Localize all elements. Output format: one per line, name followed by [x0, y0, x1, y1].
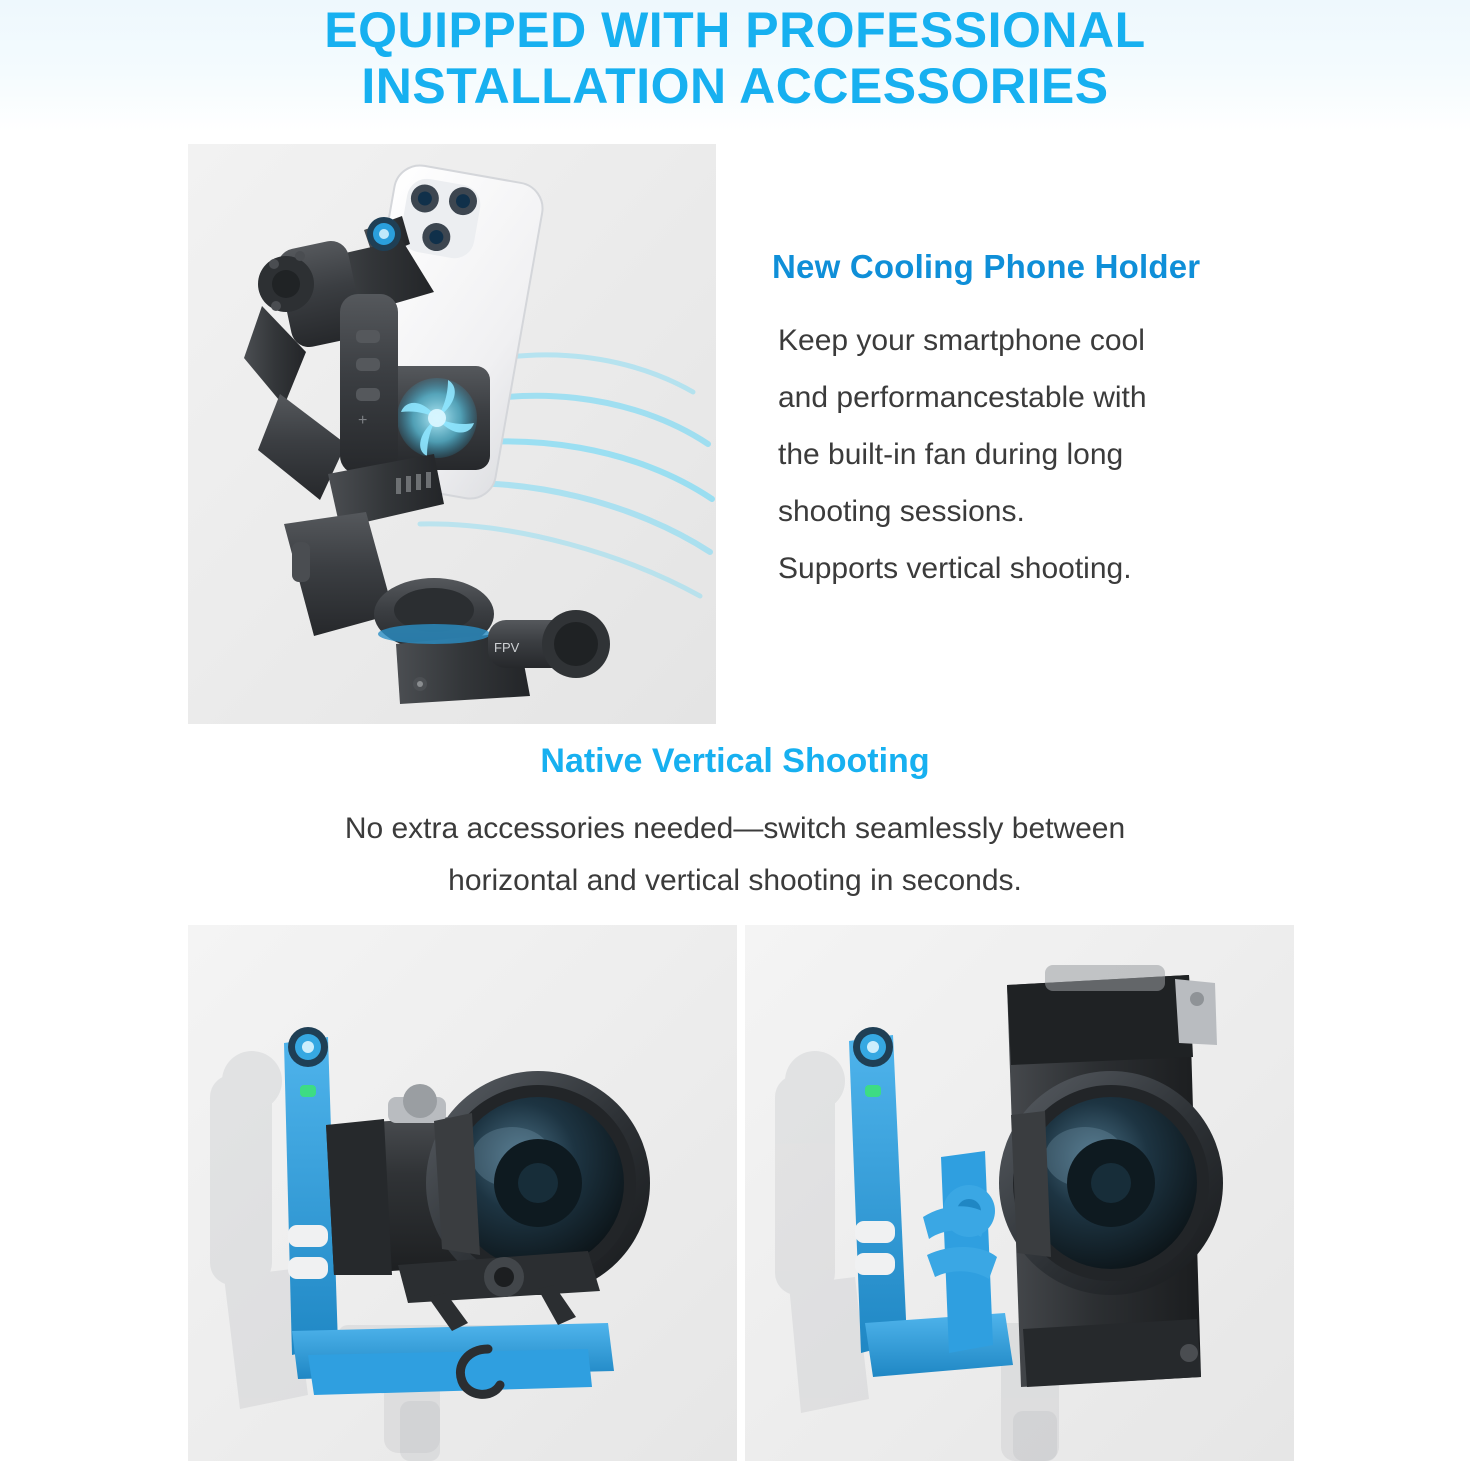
vertical-shooting-subtitle-line2: horizontal and vertical shooting in seconds. — [448, 864, 1022, 897]
vertical-shooting-subtitle-line1: No extra accessories needed—switch seamlessly between — [344, 812, 1126, 845]
vertical-shooting-title: Native Vertical Shooting — [540, 742, 930, 780]
page-header — [0, 0, 1470, 132]
cooling-feature-body-line3: the built-in fan during long — [778, 438, 1124, 471]
cooling-feature-body-line5: Supports vertical shooting. — [778, 552, 1132, 585]
cooling-holder-section — [0, 138, 1470, 728]
svg-text:+: + — [358, 412, 368, 429]
gallery-image-vertical — [745, 925, 1294, 1461]
cooling-feature-text — [760, 248, 1330, 597]
cooling-feature-title: New Cooling Phone Holder — [772, 248, 1201, 285]
gallery-image-horizontal — [188, 925, 737, 1461]
vertical-shooting-section — [0, 742, 1470, 907]
cooling-feature-body — [778, 312, 1330, 597]
vertical-shooting-subtitle — [0, 803, 1470, 907]
cooling-feature-body-line1: Keep your smartphone cool — [778, 324, 1145, 357]
cooling-feature-body-line4: shooting sessions. — [778, 495, 1025, 528]
gallery-row — [0, 925, 1470, 1465]
svg-text:FPV: FPV — [494, 640, 520, 655]
header-title-line1: EQUIPPED WITH PROFESSIONAL — [324, 2, 1146, 58]
gimbal-phone-image — [188, 144, 716, 724]
cooling-feature-body-line2: and performancestable with — [778, 381, 1147, 414]
header-title-line2: INSTALLATION ACCESSORIES — [361, 58, 1109, 114]
